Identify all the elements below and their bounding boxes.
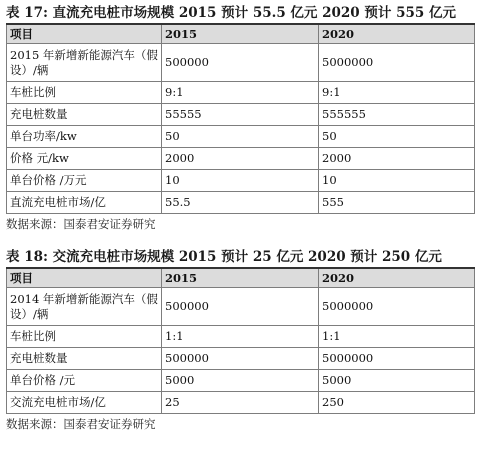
cell-2020: 1:1 bbox=[319, 326, 475, 348]
cell-2020: 50 bbox=[319, 126, 475, 148]
cell-2020: 5000000 bbox=[319, 288, 475, 326]
cell-2015: 5000 bbox=[162, 370, 319, 392]
header-2020: 2020 bbox=[319, 24, 475, 44]
cell-2015: 500000 bbox=[162, 288, 319, 326]
row-label: 单台功率/kw bbox=[7, 126, 162, 148]
cell-2020: 555555 bbox=[319, 104, 475, 126]
header-2015: 2015 bbox=[162, 24, 319, 44]
table-header-row bbox=[7, 268, 475, 288]
cell-2015: 500000 bbox=[162, 348, 319, 370]
cell-2015: 55555 bbox=[162, 104, 319, 126]
cell-2020: 9:1 bbox=[319, 82, 475, 104]
table-row bbox=[7, 104, 475, 126]
table-18 bbox=[6, 267, 475, 414]
cell-2020: 10 bbox=[319, 170, 475, 192]
header-item: 项目 bbox=[7, 24, 162, 44]
table-row bbox=[7, 348, 475, 370]
row-label: 2014 年新增新能源汽车（假设）/辆 bbox=[7, 288, 162, 326]
cell-2020: 5000000 bbox=[319, 348, 475, 370]
cell-2015: 9:1 bbox=[162, 82, 319, 104]
header-2020: 2020 bbox=[319, 268, 475, 288]
spacer bbox=[6, 234, 474, 248]
table-row bbox=[7, 288, 475, 326]
table-18-source: 数据来源：国泰君安证券研究 bbox=[6, 417, 156, 431]
table-row bbox=[7, 192, 475, 214]
row-label: 单台价格 /元 bbox=[7, 370, 162, 392]
table-row bbox=[7, 82, 475, 104]
row-label: 2015 年新增新能源汽车（假设）/辆 bbox=[7, 44, 162, 82]
cell-2015: 55.5 bbox=[162, 192, 319, 214]
table-row bbox=[7, 44, 475, 82]
table-row bbox=[7, 392, 475, 414]
cell-2020: 5000 bbox=[319, 370, 475, 392]
row-label: 车桩比例 bbox=[7, 326, 162, 348]
table-17-caption: 表 17: 直流充电桩市场规模 2015 预计 55.5 亿元 2020 预计 555 亿元 bbox=[6, 5, 456, 21]
table-header-row bbox=[7, 24, 475, 44]
cell-2020: 5000000 bbox=[319, 44, 475, 82]
cell-2015: 25 bbox=[162, 392, 319, 414]
table-row bbox=[7, 170, 475, 192]
cell-2015: 50 bbox=[162, 126, 319, 148]
header-item: 项目 bbox=[7, 268, 162, 288]
table-17-source: 数据来源：国泰君安证券研究 bbox=[6, 217, 156, 231]
row-label: 单台价格 /万元 bbox=[7, 170, 162, 192]
cell-2015: 500000 bbox=[162, 44, 319, 82]
table-row bbox=[7, 370, 475, 392]
table-row bbox=[7, 148, 475, 170]
cell-2015: 10 bbox=[162, 170, 319, 192]
cell-2015: 2000 bbox=[162, 148, 319, 170]
table-row bbox=[7, 126, 475, 148]
row-label: 价格 元/kw bbox=[7, 148, 162, 170]
table-row bbox=[7, 326, 475, 348]
row-label: 直流充电桩市场/亿 bbox=[7, 192, 162, 214]
document bbox=[6, 4, 474, 434]
row-label: 充电桩数量 bbox=[7, 348, 162, 370]
row-label: 交流充电桩市场/亿 bbox=[7, 392, 162, 414]
table-17 bbox=[6, 23, 475, 214]
row-label: 充电桩数量 bbox=[7, 104, 162, 126]
cell-2020: 555 bbox=[319, 192, 475, 214]
cell-2020: 2000 bbox=[319, 148, 475, 170]
table-18-caption: 表 18: 交流充电桩市场规模 2015 预计 25 亿元 2020 预计 250 亿元 bbox=[6, 249, 442, 265]
row-label: 车桩比例 bbox=[7, 82, 162, 104]
cell-2020: 250 bbox=[319, 392, 475, 414]
header-2015: 2015 bbox=[162, 268, 319, 288]
cell-2015: 1:1 bbox=[162, 326, 319, 348]
